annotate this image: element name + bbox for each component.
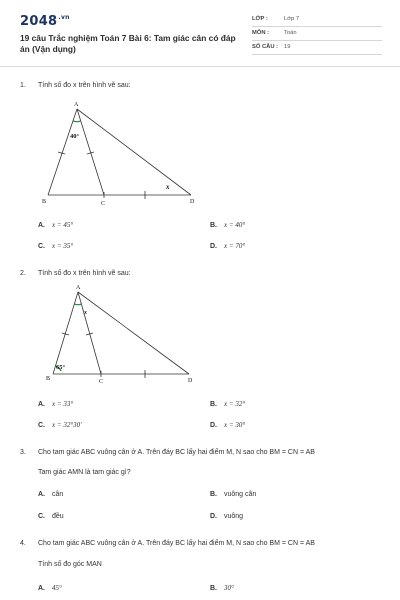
meta-row-subject: MÔN : Toán (252, 28, 382, 41)
question-text: Cho tam giác ABC vuông cân ở A. Trên đáy BC lấy hai điểm M, N sao cho BM = CN = AB (38, 540, 315, 547)
option-a[interactable]: A. x = 45° (38, 221, 74, 229)
question-subtext: Tính số đo góc MAN (38, 561, 102, 568)
option-d[interactable]: D. x = 70° (210, 242, 246, 250)
question-number: 4. (20, 540, 26, 547)
vertex-label-d: D (190, 199, 195, 205)
option-a[interactable]: A. cân (38, 491, 64, 498)
angle-label-65: 65° (56, 364, 66, 371)
question-text: Tính số đo x trên hình vẽ sau: (38, 270, 131, 277)
option-a[interactable]: A. 45° (38, 584, 62, 592)
option-d[interactable]: D. vuông (210, 513, 244, 520)
option-c[interactable]: C. đều (38, 513, 64, 520)
option-b[interactable]: B. x = 32° (210, 400, 246, 408)
option-d[interactable]: D. x = 30° (210, 421, 246, 429)
option-b[interactable]: B. vuông cân (210, 491, 257, 498)
option-c[interactable]: C. x = 32°30' (38, 421, 82, 429)
question-text: Cho tam giác ABC vuông cân ở A. Trên đáy BC lấy hai điểm M, N sao cho BM = CN = AB (38, 449, 315, 456)
vertex-label-c: C (99, 379, 104, 385)
vertex-label-a: A (76, 285, 81, 291)
vertex-label-b: B (46, 376, 51, 382)
meta-row-count: SỐ CÂU : 19 (252, 42, 382, 55)
option-c[interactable]: C. x = 35° (38, 242, 74, 250)
question-number: 1. (20, 82, 26, 89)
document-title: 19 câu Trắc nghiệm Toán 7 Bài 6: Tam giác cân có đáp án (Vận dụng) (20, 33, 236, 54)
question-text: Tính số đo x trên hình vẽ sau: (38, 82, 131, 89)
question-subtext: Tam giác AMN là tam giác gì? (38, 469, 131, 476)
vertex-label-d: D (188, 378, 193, 384)
question-number: 2. (20, 270, 26, 277)
option-b[interactable]: B. x = 40° (210, 221, 246, 229)
vertex-label-c: C (101, 201, 106, 207)
unknown-angle-x: x (166, 183, 170, 191)
site-logo[interactable]: $2048^{.vn}$ (20, 14, 70, 29)
vertex-label-b: B (42, 199, 47, 205)
option-a[interactable]: A. x = 33° (38, 400, 74, 408)
unknown-angle-x: x (84, 310, 87, 316)
option-b[interactable]: B. 30° (210, 584, 234, 592)
angle-label-40: 40° (70, 133, 80, 140)
question-number: 3. (20, 449, 26, 456)
vertex-label-a: A (74, 102, 79, 108)
meta-row-class: LỚP : Lớp 7 (252, 14, 382, 27)
